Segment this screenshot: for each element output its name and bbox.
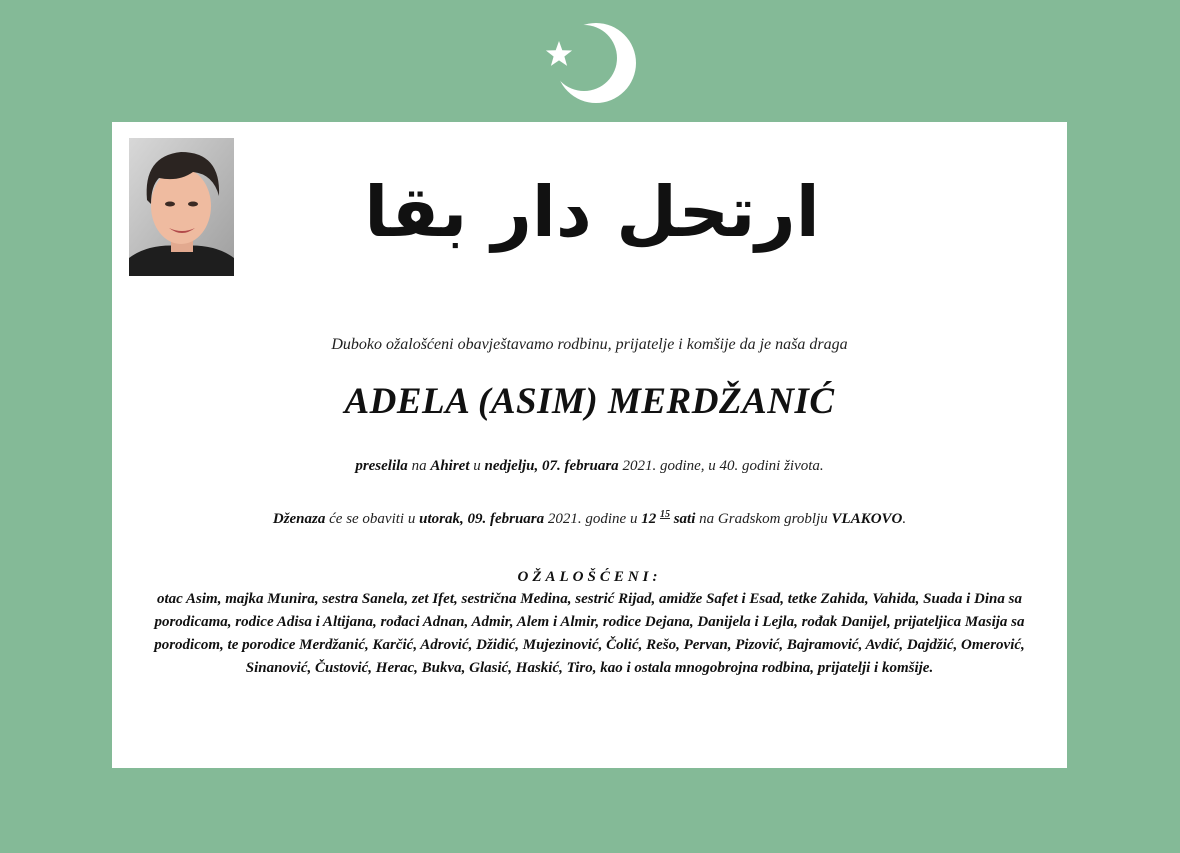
intro-text: Duboko ožalošćeni obavještavamo rodbinu, prijatelje i komšije da je naša draga [331,336,848,353]
funeral-time-minutes: 15 [659,509,670,520]
deceased-photo [129,138,234,276]
crescent-star-icon [540,16,640,112]
arabic-calligraphy [364,144,820,264]
funeral-line: Dženaza će se obaviti u utorak, 09. februara 2021. godine u 12 $^{15}$ sati na Gradskom groblju VLAKOVO. [272,509,907,527]
svg-text:ارتحل دار بقا: ارتحل دار بقا [364,171,820,253]
death-date-line: preselila na Ahiret u nedjelju, 07. februara 2021. godine, u 40. godini života. [355,458,824,474]
obituary-card [112,122,1067,768]
mourners-heading: OŽALOŠĆENI: [517,569,662,585]
mourners-list: otac Asim, majka Munira, sestra Sanela, zet Ifet, sestrična Medina, sestrić Rijad, amidže Safet i Esad, tetke Zahida, Vahida, Suada i Dina sa porodicama, rodice Adisa i Altijana, rođaci Adnan, Admir, Alem i Almir, rodice Dejana, Danijela i Lejla, rođak Danijel, prijateljica Masija sa porodicom, te porodice Merdžanić, Karčić, Adrović, Džidić, Mujezinović, Čolić, Rešo, Pervan, Pizović, Bajramović, Avdić, Dajdžić, Omerović, Sinanović, Čustović, Herac, Bukva, Glasić, Haskić, Tiro, kao i ostala mnogobrojna rodbina, prijatelji i komšije. [154,591,1025,676]
deceased-name: ADELA (ASIM) MERDŽANIĆ [344,381,835,422]
